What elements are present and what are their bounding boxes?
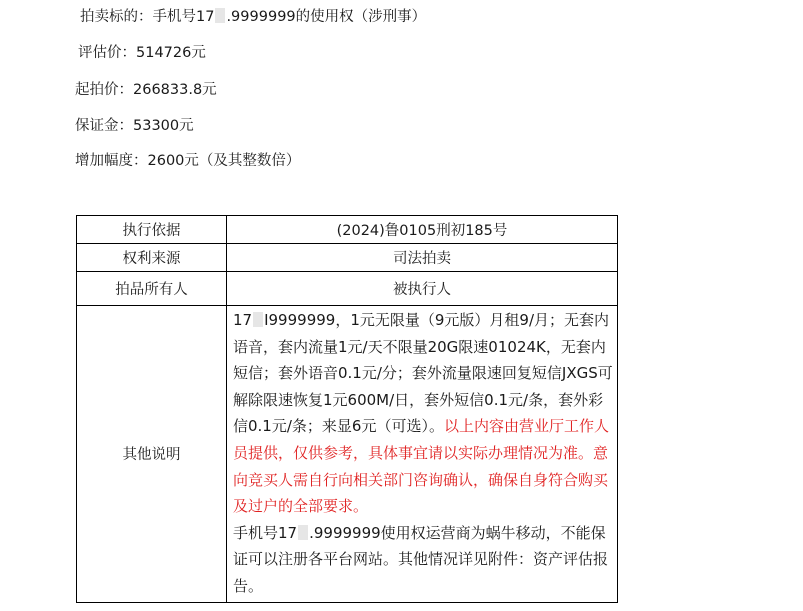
increment-line <box>75 151 300 171</box>
auction-subject-prefix: 手机号17 <box>152 9 215 25</box>
table-row <box>77 244 618 272</box>
execution-basis-label: 执行依据 <box>77 216 227 244</box>
auction-subject-line <box>80 7 426 27</box>
table-row <box>77 272 618 306</box>
valuation-label: 评估价： <box>78 45 136 61</box>
deposit-line <box>75 116 194 136</box>
other-notes-number-prefix: 17 <box>233 311 253 329</box>
redaction-mask <box>253 312 263 327</box>
increment-label: 增加幅度： <box>75 153 148 169</box>
item-owner-value: 被执行人 <box>227 272 618 306</box>
item-owner-label: 拍品所有人 <box>77 272 227 306</box>
start-price-line <box>75 80 217 100</box>
auction-subject-suffix: .9999999的使用权（涉刑事） <box>226 9 427 25</box>
table-row <box>77 216 618 244</box>
other-notes-plan-text: I9999999，1元无限量（9元版）月租9/月；无套内语音，套内流量1元/天不限量20G限速01024K，无套内短信；套外语音0.1元/分；套外流量限速回复短信JXGS可解除限速恢复1元600M/日，套外短信0.1元/条，套外彩信0.1元/条；来显6元（可选）。 <box>233 311 613 436</box>
rights-source-label: 权利来源 <box>77 244 227 272</box>
execution-basis-value: (2024)鲁0105刑初185号 <box>227 216 618 244</box>
redaction-mask <box>298 525 308 540</box>
other-notes-operator-text: .9999999使用权运营商为蜗牛移动，不能保证可以注册各平台网站。其他情况详见附件：资产评估报告。 <box>233 523 609 595</box>
start-price-value: 266833.8元 <box>133 82 217 98</box>
table-row <box>77 306 618 603</box>
redaction-mask <box>215 8 225 23</box>
auction-details-table <box>76 215 618 603</box>
increment-value: 2600元（及其整数倍） <box>147 153 301 169</box>
other-notes-value <box>227 306 618 603</box>
other-notes-number-prefix-2: 手机号17 <box>233 523 298 542</box>
valuation-value: 514726元 <box>136 45 206 61</box>
other-notes-disclaimer: 以上内容由营业厅工作人员提供，仅供参考，具体事宜请以实际办理情况为准。意向竞买人需自行向相关部门咨询确认，确保自身符合购买及过户的全部要求。 <box>233 417 609 516</box>
deposit-label: 保证金： <box>75 118 133 134</box>
deposit-value: 53300元 <box>133 118 194 134</box>
start-price-label: 起拍价： <box>75 82 133 98</box>
other-notes-label: 其他说明 <box>77 306 227 603</box>
auction-subject-label: 拍卖标的： <box>80 9 153 25</box>
rights-source-value: 司法拍卖 <box>227 244 618 272</box>
valuation-line <box>78 43 206 63</box>
